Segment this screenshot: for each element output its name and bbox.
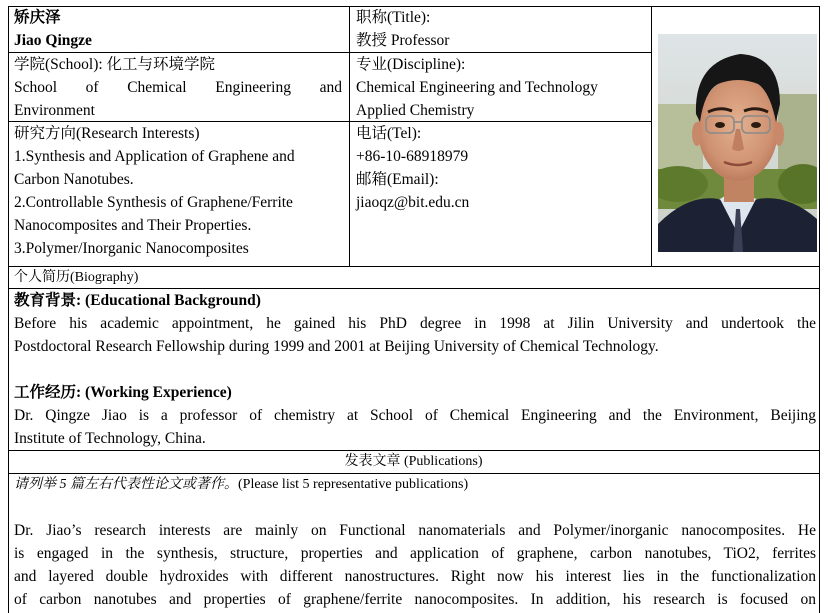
tel-value: +86-10-68918979	[356, 148, 469, 165]
work-line: Institute of Technology, China.	[14, 430, 206, 447]
school-cell	[14, 53, 342, 122]
work-heading: 工作经历: (Working Experience)	[14, 384, 232, 401]
table-border-mid	[349, 6, 350, 266]
title-value: 教授 Professor	[356, 32, 450, 49]
work-line: Dr. Qingze Jiao is a professor of chemistry at School of Chemical Engineering and the Environment, Beijing	[14, 407, 816, 424]
paragraph-line: of carbon nanotubes and properties of graphene/ferrite nanocomposites. In addition, his research is focused on	[14, 591, 816, 608]
school-label: 学院(School): 化工与环境学院	[14, 56, 216, 73]
email-value: jiaoqz@bit.edu.cn	[356, 194, 470, 211]
publications-instruction	[14, 474, 814, 496]
portrait-photo	[658, 34, 817, 252]
title-cell	[356, 6, 646, 52]
research-line: 2.Controllable Synthesis of Graphene/Ferrite	[14, 194, 293, 211]
email-label: 邮箱(Email):	[356, 171, 439, 188]
education-heading: 教育背景: (Educational Background)	[14, 292, 261, 309]
research-line: 3.Polymer/Inorganic Nanocomposites	[14, 240, 249, 257]
contact-cell	[356, 122, 646, 214]
school-name-line2: Environment	[14, 102, 95, 119]
table-border-photo	[651, 6, 652, 266]
tel-label: 电话(Tel):	[356, 125, 422, 142]
name-cell	[14, 6, 344, 52]
school-name-line1: School of Chemical Engineering and	[14, 79, 342, 96]
instruction-cn: 请列举 5 篇左右代表性论文或著作。	[14, 477, 238, 492]
discipline-cell	[356, 53, 646, 122]
table-border-right	[819, 6, 820, 613]
education-line: Postdoctoral Research Fellowship during 1999 and 2001 at Beijing University of Chemical Technology.	[14, 338, 659, 355]
research-line: Nanocomposites and Their Properties.	[14, 217, 252, 234]
education-line: Before his academic appointment, he gained his PhD degree in 1998 at Jilin University and undertook the	[14, 315, 816, 332]
paragraph-line: Dr. Jiao’s research interests are mainly on Functional nanomaterials and Polymer/inorganic nanocomposites. He	[14, 522, 816, 539]
publications-header: 发表文章 (Publications)	[344, 454, 483, 469]
publications-paragraph	[14, 519, 816, 611]
paragraph-line: and layered double hydroxides with different nanostructures. Right now his interest lies in the functionalization	[14, 568, 816, 585]
instruction-en: (Please list 5 representative publications)	[238, 477, 469, 492]
discipline-line1: Chemical Engineering and Technology	[356, 79, 598, 96]
biography-header: 个人简历(Biography)	[14, 270, 139, 285]
title-label: 职称(Title):	[356, 9, 431, 26]
name-en: Jiao Qingze	[14, 32, 92, 49]
research-label: 研究方向(Research Interests)	[14, 125, 200, 142]
table-border-left	[8, 6, 9, 613]
research-line: 1.Synthesis and Application of Graphene and	[14, 148, 295, 165]
discipline-label: 专业(Discipline):	[356, 56, 466, 73]
name-cn: 矫庆泽	[14, 9, 61, 26]
blank-line	[14, 358, 816, 381]
research-line: Carbon Nanotubes.	[14, 171, 134, 188]
paragraph-line: is engaged in the synthesis, structure, properties and application of graphene, carbon nanotubes, TiO2, ferrites	[14, 545, 816, 562]
discipline-line2: Applied Chemistry	[356, 102, 475, 119]
research-cell	[14, 122, 344, 260]
biography-body	[14, 289, 816, 450]
